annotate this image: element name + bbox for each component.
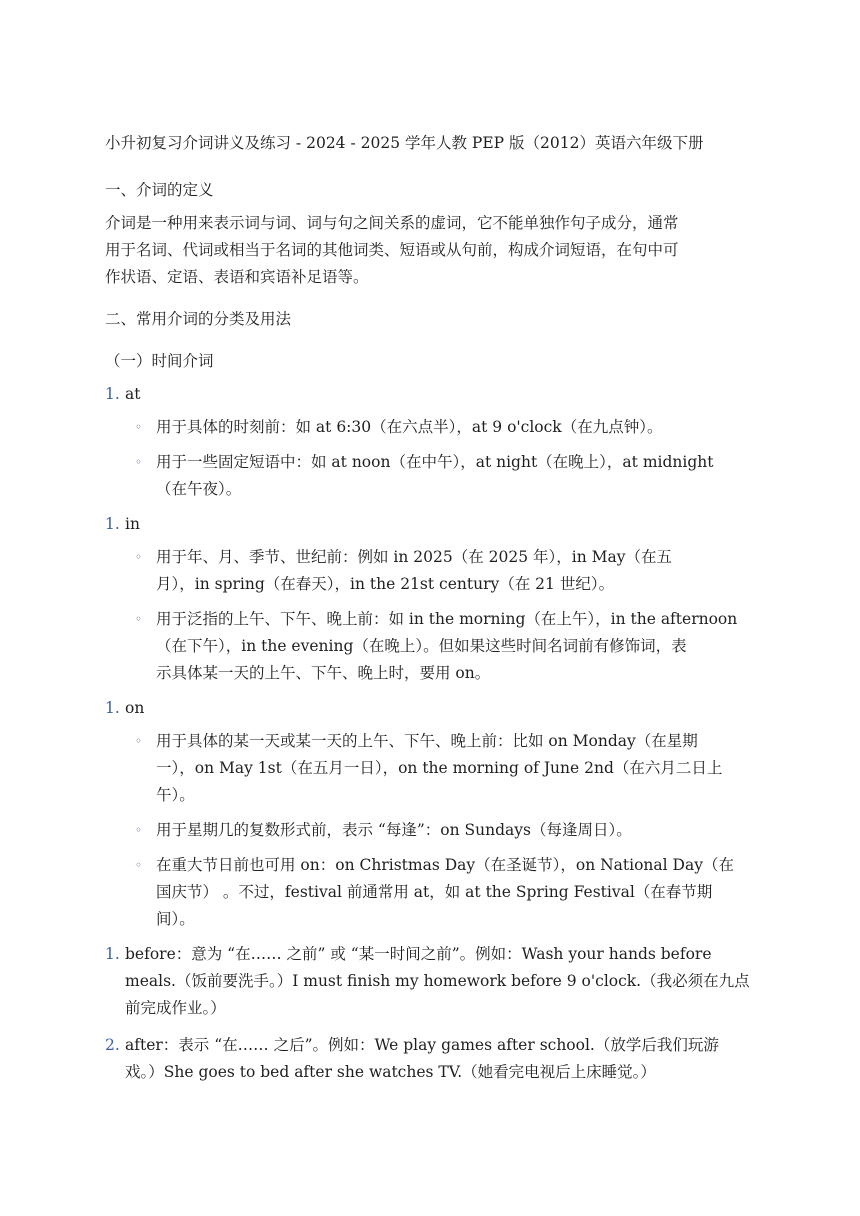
- list-number: 1.: [105, 385, 120, 403]
- item-line: after：表示 “在…… 之后”。例如：We play games after school.（放学后我们玩游: [125, 1036, 719, 1054]
- subsection-heading-time: （一）时间介词: [105, 352, 214, 370]
- list-item-in: [105, 511, 760, 538]
- bullet-line: 一），on May 1st（在五月一日），on the morning of June 2nd（在六月二日上: [156, 759, 723, 777]
- bullet-item: [105, 817, 760, 844]
- bullet-line: 用于一些固定短语中：如 at noon（在中午），at night（在晚上），at midnight: [156, 453, 714, 471]
- bullet-item: [105, 544, 760, 598]
- bullet-circle-icon: ◦: [135, 612, 143, 626]
- bullet-circle-icon: ◦: [135, 550, 143, 564]
- bullet-circle-icon: ◦: [135, 823, 143, 837]
- document-body: [105, 128, 760, 1086]
- list-number: 2.: [105, 1036, 120, 1054]
- definition-paragraph: [105, 210, 760, 291]
- bullet-item: [105, 728, 760, 809]
- on-bullet-list: [105, 728, 760, 933]
- bullet-line: 在重大节日前也可用 on：on Christmas Day（在圣诞节），on National Day（在: [156, 856, 734, 874]
- bullet-line: （在下午），in the evening（在晚上）。但如果这些时间名词前有修饰词，表: [156, 637, 687, 655]
- list-item-label: at: [125, 385, 141, 403]
- list-number: 1.: [105, 945, 120, 963]
- bullet-line: 用于泛指的上午、下午、晚上前：如 in the morning（在上午），in the afternoon: [156, 610, 738, 628]
- bullet-line: 用于具体的时刻前：如 at 6:30（在六点半），at 9 o'clock（在九点钟）。: [156, 418, 663, 436]
- bullet-line: 示具体某一天的上午、下午、晚上时，要用 on。: [156, 664, 491, 682]
- item-line: 戏。）She goes to bed after she watches TV.（她看完电视后上床睡觉。）: [125, 1063, 656, 1081]
- bullet-circle-icon: ◦: [135, 858, 143, 872]
- bullet-line: 月），in spring（在春天），in the 21st century（在 21 世纪）。: [156, 575, 615, 593]
- definition-line: 作状语、定语、表语和宾语补足语等。: [105, 268, 369, 286]
- bullet-line: 用于年、月、季节、世纪前：例如 in 2025（在 2025 年），in May（在五: [156, 548, 673, 566]
- document-title: 小升初复习介词讲义及练习 - 2024 - 2025 学年人教 PEP 版（2012）英语六年级下册: [105, 134, 704, 152]
- list-item-at: [105, 381, 760, 408]
- in-bullet-list: [105, 544, 760, 687]
- bullet-item: [105, 852, 760, 933]
- bullet-line: 用于星期几的复数形式前，表示 “每逢”：on Sundays（每逢周日）。: [156, 821, 632, 839]
- item-line: before：意为 “在…… 之前” 或 “某一时间之前”。例如：Wash your hands before: [125, 945, 712, 963]
- bullet-line: 间）。: [156, 910, 195, 928]
- bullet-circle-icon: ◦: [135, 420, 143, 434]
- list-number: 1.: [105, 515, 120, 533]
- bullet-line: 国庆节） 。不过，festival 前通常用 at，如 at the Spring Festival（在春节期: [156, 883, 713, 901]
- list-number: 1.: [105, 699, 120, 717]
- bullet-item: [105, 449, 760, 503]
- section-heading-usage: 二、常用介词的分类及用法: [105, 310, 292, 328]
- definition-line: 用于名词、代词或相当于名词的其他词类、短语或从句前，构成介词短语，在句中可: [105, 241, 679, 259]
- item-line: 前完成作业。）: [125, 999, 226, 1017]
- bullet-circle-icon: ◦: [135, 455, 143, 469]
- list-item-after: [105, 1032, 760, 1086]
- definition-line: 介词是一种用来表示词与词、词与句之间关系的虚词，它不能单独作句子成分，通常: [105, 214, 679, 232]
- bullet-circle-icon: ◦: [135, 734, 143, 748]
- bullet-item: [105, 606, 760, 687]
- bullet-line: 用于具体的某一天或某一天的上午、下午、晚上前：比如 on Monday（在星期: [156, 732, 698, 750]
- bullet-line: （在午夜）。: [156, 480, 242, 498]
- list-item-before: [105, 941, 760, 1022]
- list-item-label: in: [125, 515, 140, 533]
- bullet-line: 午）。: [156, 786, 195, 804]
- section-heading-definition: 一、介词的定义: [105, 181, 214, 199]
- item-line: meals.（饭前要洗手。）I must finish my homework before 9 o'clock.（我必须在九点: [125, 972, 750, 990]
- bullet-item: [105, 414, 760, 441]
- list-item-on: [105, 695, 760, 722]
- list-item-label: on: [125, 699, 145, 717]
- at-bullet-list: [105, 414, 760, 503]
